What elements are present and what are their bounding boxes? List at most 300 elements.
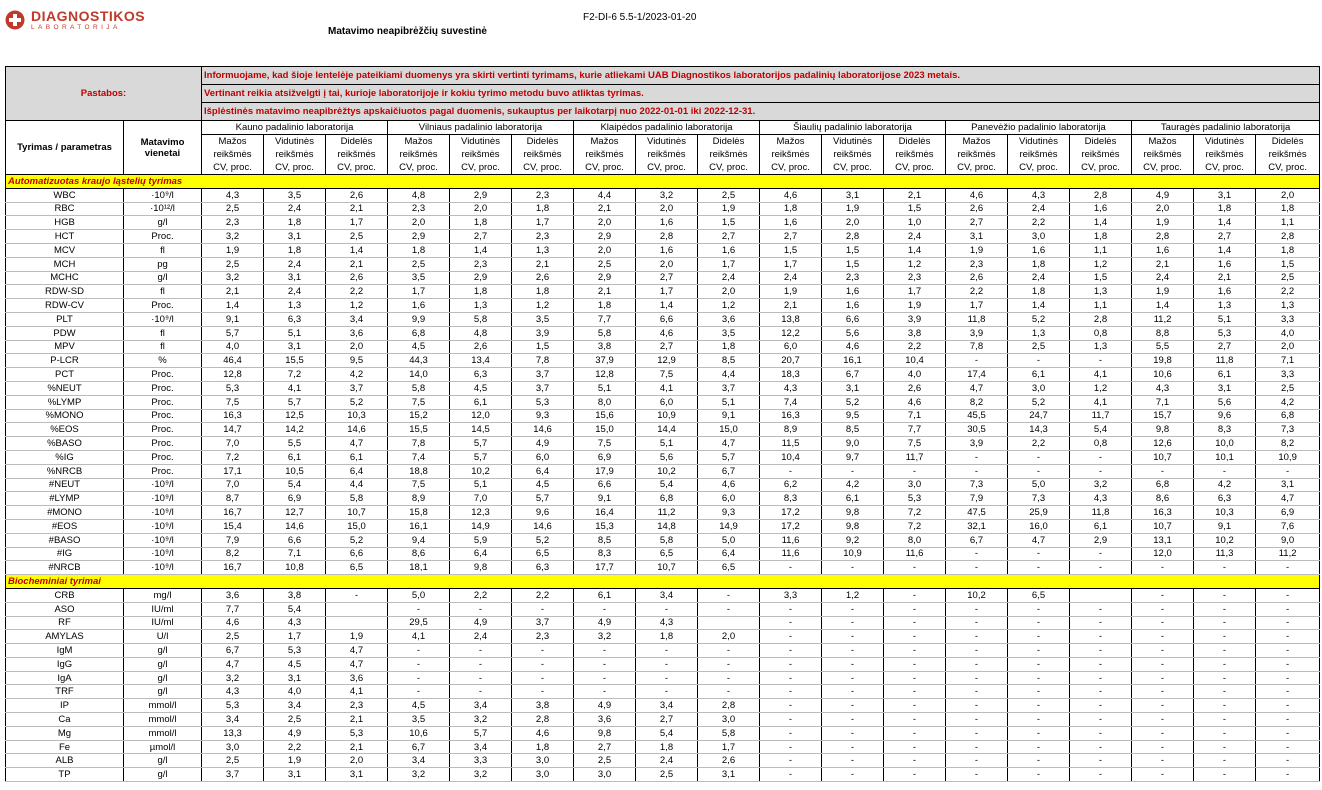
cv-value: 3,2 bbox=[1070, 478, 1132, 492]
cv-value: 5,6 bbox=[822, 326, 884, 340]
test-name: IgG bbox=[6, 657, 124, 671]
table-row bbox=[6, 740, 1320, 754]
cv-value: 3,2 bbox=[202, 671, 264, 685]
cv-value: - bbox=[574, 644, 636, 658]
cv-value: 2,3 bbox=[884, 271, 946, 285]
unit: Proc. bbox=[124, 395, 202, 409]
cv-value: 6,5 bbox=[698, 561, 760, 575]
cv-value: 1,7 bbox=[512, 216, 574, 230]
cv-value: 4,2 bbox=[822, 478, 884, 492]
cv-value: - bbox=[884, 726, 946, 740]
cv-value: - bbox=[1008, 602, 1070, 616]
cv-value: - bbox=[822, 699, 884, 713]
table-row bbox=[6, 644, 1320, 658]
cv-value: - bbox=[636, 685, 698, 699]
cv-value: 2,7 bbox=[1194, 340, 1256, 354]
cv-value: 5,6 bbox=[636, 450, 698, 464]
lab-header: Šiaulių padalinio laboratorija bbox=[760, 121, 946, 135]
cv-value: 7,4 bbox=[388, 450, 450, 464]
cv-value: - bbox=[946, 644, 1008, 658]
cv-value: - bbox=[1008, 450, 1070, 464]
cv-value: 7,3 bbox=[1008, 492, 1070, 506]
cv-value: 15,0 bbox=[326, 519, 388, 533]
table-row bbox=[6, 602, 1320, 616]
cv-value: - bbox=[574, 602, 636, 616]
cv-value: 4,4 bbox=[326, 478, 388, 492]
cv-label: CV, proc. bbox=[1070, 161, 1132, 175]
cv-value: 1,2 bbox=[884, 257, 946, 271]
cv-value: 2,0 bbox=[698, 630, 760, 644]
values-label: reikšmės bbox=[574, 148, 636, 161]
cv-value: - bbox=[760, 561, 822, 575]
cv-label: CV, proc. bbox=[264, 161, 326, 175]
cv-value: 11,8 bbox=[946, 312, 1008, 326]
cv-value: 2,2 bbox=[450, 588, 512, 602]
cv-value: - bbox=[760, 740, 822, 754]
value-range-header: Mažos bbox=[388, 135, 450, 149]
cv-value: 5,3 bbox=[326, 726, 388, 740]
cv-value: 5,0 bbox=[1008, 478, 1070, 492]
cv-value: 3,4 bbox=[326, 312, 388, 326]
cv-value: 13,8 bbox=[760, 312, 822, 326]
cv-value: 2,7 bbox=[636, 713, 698, 727]
cv-value: 2,4 bbox=[264, 285, 326, 299]
unit: IU/ml bbox=[124, 616, 202, 630]
cv-value: - bbox=[1008, 685, 1070, 699]
cv-value: 6,0 bbox=[760, 340, 822, 354]
cv-value: 3,4 bbox=[636, 588, 698, 602]
cv-value: 5,1 bbox=[574, 381, 636, 395]
cv-value: 8,3 bbox=[574, 547, 636, 561]
cv-label: CV, proc. bbox=[450, 161, 512, 175]
values-label: reikšmės bbox=[946, 148, 1008, 161]
unit: IU/ml bbox=[124, 602, 202, 616]
cv-value: 1,5 bbox=[698, 216, 760, 230]
cv-value: - bbox=[1008, 561, 1070, 575]
cv-value: 8,0 bbox=[574, 395, 636, 409]
cv-value: - bbox=[698, 657, 760, 671]
cv-value: 7,2 bbox=[264, 368, 326, 382]
cv-value: 16,1 bbox=[388, 519, 450, 533]
cv-value: 14,5 bbox=[450, 423, 512, 437]
cv-value: 1,5 bbox=[822, 257, 884, 271]
cv-value: 1,4 bbox=[1132, 299, 1194, 313]
cv-value: 5,1 bbox=[1194, 312, 1256, 326]
test-name: #NEUT bbox=[6, 478, 124, 492]
cv-value: 9,6 bbox=[1194, 409, 1256, 423]
unit: pg bbox=[124, 257, 202, 271]
table-row bbox=[6, 685, 1320, 699]
unit: g/l bbox=[124, 644, 202, 658]
cv-value: 15,2 bbox=[388, 409, 450, 423]
lab-header: Tauragės padalinio laboratorija bbox=[1132, 121, 1320, 135]
cv-value: 24,7 bbox=[1008, 409, 1070, 423]
cv-value: - bbox=[884, 602, 946, 616]
cv-value: 5,1 bbox=[450, 478, 512, 492]
cv-value: - bbox=[760, 713, 822, 727]
cv-value: 6,6 bbox=[326, 547, 388, 561]
cv-value: 3,1 bbox=[264, 230, 326, 244]
cv-value: 7,5 bbox=[202, 395, 264, 409]
cv-label: CV, proc. bbox=[512, 161, 574, 175]
cv-value: - bbox=[512, 602, 574, 616]
cv-value: 1,2 bbox=[326, 299, 388, 313]
cv-value: 7,0 bbox=[202, 437, 264, 451]
cv-value: 4,1 bbox=[388, 630, 450, 644]
cv-value: 2,1 bbox=[884, 188, 946, 202]
cv-value: 7,7 bbox=[884, 423, 946, 437]
cv-value: - bbox=[946, 768, 1008, 782]
cv-value: - bbox=[450, 657, 512, 671]
cv-value: 2,8 bbox=[1070, 312, 1132, 326]
cv-value: 1,2 bbox=[822, 588, 884, 602]
cv-value: 7,0 bbox=[202, 478, 264, 492]
unit: Proc. bbox=[124, 230, 202, 244]
test-name: %BASO bbox=[6, 437, 124, 451]
cv-value: 1,8 bbox=[450, 285, 512, 299]
table-row bbox=[6, 230, 1320, 244]
cv-value: 14,6 bbox=[512, 423, 574, 437]
cv-value: 10,8 bbox=[264, 561, 326, 575]
cv-value: 11,6 bbox=[760, 533, 822, 547]
cv-value: - bbox=[1008, 616, 1070, 630]
cv-value: - bbox=[884, 740, 946, 754]
cv-value: 5,9 bbox=[450, 533, 512, 547]
cv-value: 2,4 bbox=[264, 257, 326, 271]
cv-value: 2,4 bbox=[1008, 271, 1070, 285]
cv-value: 2,4 bbox=[264, 202, 326, 216]
cv-value: 6,1 bbox=[1070, 519, 1132, 533]
cv-value: 2,0 bbox=[1132, 202, 1194, 216]
cv-value: 7,8 bbox=[512, 354, 574, 368]
cv-value: - bbox=[1070, 685, 1132, 699]
cv-value: 12,0 bbox=[1132, 547, 1194, 561]
cv-value: - bbox=[822, 713, 884, 727]
cv-value: 2,1 bbox=[202, 285, 264, 299]
cv-value: 6,7 bbox=[698, 464, 760, 478]
cv-value: 11,6 bbox=[760, 547, 822, 561]
cv-value: 7,0 bbox=[450, 492, 512, 506]
cv-value: 1,7 bbox=[698, 257, 760, 271]
table-row bbox=[6, 547, 1320, 561]
cv-value: - bbox=[1194, 699, 1256, 713]
cv-value: 1,9 bbox=[884, 299, 946, 313]
cv-value: 4,6 bbox=[512, 726, 574, 740]
values-label: reikšmės bbox=[1256, 148, 1320, 161]
unit: Proc. bbox=[124, 299, 202, 313]
cv-value: 29,5 bbox=[388, 616, 450, 630]
table-row bbox=[6, 216, 1320, 230]
cv-value: - bbox=[1256, 602, 1320, 616]
cv-value: - bbox=[760, 754, 822, 768]
cv-value: 1,4 bbox=[1008, 299, 1070, 313]
cv-value: 8,9 bbox=[388, 492, 450, 506]
cv-value: 4,7 bbox=[326, 657, 388, 671]
table-row bbox=[6, 423, 1320, 437]
cv-value: - bbox=[822, 726, 884, 740]
cv-value: - bbox=[946, 602, 1008, 616]
unit: g/l bbox=[124, 768, 202, 782]
cv-value: - bbox=[1256, 630, 1320, 644]
unit: fl bbox=[124, 326, 202, 340]
cv-value: 1,8 bbox=[1256, 243, 1320, 257]
cv-value: 1,7 bbox=[698, 740, 760, 754]
values-label: reikšmės bbox=[264, 148, 326, 161]
cv-value: 6,5 bbox=[636, 547, 698, 561]
cv-value: - bbox=[512, 657, 574, 671]
table-row bbox=[6, 588, 1320, 602]
cv-value: - bbox=[698, 671, 760, 685]
cv-value: 2,3 bbox=[388, 202, 450, 216]
cv-value: 4,5 bbox=[388, 340, 450, 354]
cv-value: 16,7 bbox=[202, 506, 264, 520]
cv-value: 9,0 bbox=[822, 437, 884, 451]
cv-value: 1,4 bbox=[202, 299, 264, 313]
cv-value: 12,7 bbox=[264, 506, 326, 520]
cv-value: 2,0 bbox=[450, 202, 512, 216]
cv-value: 2,0 bbox=[574, 243, 636, 257]
cv-value: 1,8 bbox=[636, 740, 698, 754]
cv-value: 4,3 bbox=[1132, 381, 1194, 395]
cv-value: 3,2 bbox=[202, 230, 264, 244]
cv-label: CV, proc. bbox=[884, 161, 946, 175]
unit: ·10¹²/l bbox=[124, 202, 202, 216]
values-label: reikšmės bbox=[1008, 148, 1070, 161]
unit: µmol/l bbox=[124, 740, 202, 754]
cv-value: 2,2 bbox=[1008, 216, 1070, 230]
cv-value: 1,9 bbox=[1132, 216, 1194, 230]
cv-value: 9,1 bbox=[202, 312, 264, 326]
cv-value: 2,0 bbox=[326, 340, 388, 354]
cv-value: 14,3 bbox=[1008, 423, 1070, 437]
cv-value: 2,9 bbox=[574, 271, 636, 285]
cv-value: 5,1 bbox=[698, 395, 760, 409]
cv-value: - bbox=[884, 616, 946, 630]
values-label: reikšmės bbox=[326, 148, 388, 161]
cv-value: 4,6 bbox=[946, 188, 1008, 202]
cv-value: 30,5 bbox=[946, 423, 1008, 437]
cv-value: 3,2 bbox=[636, 188, 698, 202]
test-name: %IG bbox=[6, 450, 124, 464]
cv-value: - bbox=[946, 754, 1008, 768]
cv-value: - bbox=[450, 671, 512, 685]
value-range-header: Vidutinės bbox=[1008, 135, 1070, 149]
cv-value: - bbox=[946, 657, 1008, 671]
value-range-header: Vidutinės bbox=[636, 135, 698, 149]
cv-value: 6,3 bbox=[512, 561, 574, 575]
cv-value: 2,5 bbox=[1256, 381, 1320, 395]
cv-value: - bbox=[760, 657, 822, 671]
cv-value: - bbox=[636, 671, 698, 685]
test-name: Fe bbox=[6, 740, 124, 754]
logo-sub-text: LABORATORIJA bbox=[31, 24, 121, 31]
unit: g/l bbox=[124, 685, 202, 699]
note-line: Informuojame, kad šioje lentelėje pateikiami duomenys yra skirti vertinti tyrimams, kurie atliekami UAB Diagnostikos laboratorijos padalinių laboratorijose 2023 metais. bbox=[202, 67, 1320, 85]
table-row bbox=[6, 464, 1320, 478]
cv-value: 14,6 bbox=[326, 423, 388, 437]
cv-value: 5,2 bbox=[326, 395, 388, 409]
test-name: MCV bbox=[6, 243, 124, 257]
cv-value: 3,2 bbox=[574, 630, 636, 644]
cv-value: - bbox=[1256, 768, 1320, 782]
cv-value: 0,8 bbox=[1070, 437, 1132, 451]
cv-value: 3,9 bbox=[946, 437, 1008, 451]
cv-value: 2,5 bbox=[1256, 271, 1320, 285]
test-name: TP bbox=[6, 768, 124, 782]
cv-value: - bbox=[1008, 671, 1070, 685]
table-row bbox=[6, 726, 1320, 740]
cv-value: 1,6 bbox=[1194, 285, 1256, 299]
cv-value: - bbox=[760, 644, 822, 658]
note-line: Vertinant reikia atsižvelgti į tai, kurioje laboratorijoje ir kokiu tyrimo metodu buvo atliktas tyrimas. bbox=[202, 85, 1320, 103]
value-range-header: Vidutinės bbox=[1194, 135, 1256, 149]
test-name: IgM bbox=[6, 644, 124, 658]
values-label: reikšmės bbox=[202, 148, 264, 161]
cv-value: 2,5 bbox=[574, 754, 636, 768]
cv-value: 3,3 bbox=[1256, 368, 1320, 382]
cv-value: - bbox=[1008, 713, 1070, 727]
value-range-header: Didelės bbox=[698, 135, 760, 149]
cv-value: 18,3 bbox=[760, 368, 822, 382]
cv-value: 1,4 bbox=[636, 299, 698, 313]
values-label: reikšmės bbox=[636, 148, 698, 161]
cv-value: 4,1 bbox=[1070, 395, 1132, 409]
cv-value: 2,5 bbox=[698, 188, 760, 202]
cv-value: 10,7 bbox=[326, 506, 388, 520]
cv-value: 5,3 bbox=[884, 492, 946, 506]
cv-value: 10,9 bbox=[636, 409, 698, 423]
cv-value: 1,8 bbox=[760, 202, 822, 216]
cv-value: - bbox=[1194, 754, 1256, 768]
unit: g/l bbox=[124, 754, 202, 768]
cv-value: 2,3 bbox=[512, 630, 574, 644]
cv-value: 2,4 bbox=[760, 271, 822, 285]
value-range-header: Mažos bbox=[946, 135, 1008, 149]
cv-value: 3,4 bbox=[388, 754, 450, 768]
cv-value: - bbox=[1008, 547, 1070, 561]
table-row bbox=[6, 699, 1320, 713]
table-row bbox=[6, 299, 1320, 313]
cv-value: - bbox=[884, 588, 946, 602]
cv-value: - bbox=[1132, 644, 1194, 658]
cv-value: 4,5 bbox=[512, 478, 574, 492]
cv-value: - bbox=[1132, 726, 1194, 740]
cv-value: 4,9 bbox=[574, 616, 636, 630]
cv-value: - bbox=[760, 768, 822, 782]
cv-value: 2,7 bbox=[636, 340, 698, 354]
cv-value: 3,2 bbox=[388, 768, 450, 782]
table-row bbox=[6, 630, 1320, 644]
cv-value: 10,2 bbox=[946, 588, 1008, 602]
cv-value: - bbox=[1008, 754, 1070, 768]
unit: mmol/l bbox=[124, 726, 202, 740]
cv-value: - bbox=[946, 713, 1008, 727]
cv-value: - bbox=[1194, 561, 1256, 575]
table-row bbox=[6, 368, 1320, 382]
cv-value: 1,4 bbox=[1070, 216, 1132, 230]
cv-value: - bbox=[450, 644, 512, 658]
cv-value: - bbox=[1070, 726, 1132, 740]
cv-value: 6,6 bbox=[822, 312, 884, 326]
cv-value: 19,8 bbox=[1132, 354, 1194, 368]
cv-value: 3,4 bbox=[450, 699, 512, 713]
cv-value: 8,6 bbox=[1132, 492, 1194, 506]
cv-value: - bbox=[388, 644, 450, 658]
cv-value: 4,3 bbox=[264, 616, 326, 630]
cross-logo-icon bbox=[5, 10, 25, 30]
unit: Proc. bbox=[124, 464, 202, 478]
cv-value: 2,1 bbox=[326, 202, 388, 216]
cv-value: - bbox=[1132, 561, 1194, 575]
cv-value: 3,1 bbox=[1194, 381, 1256, 395]
cv-value: 1,2 bbox=[512, 299, 574, 313]
test-name: PLT bbox=[6, 312, 124, 326]
test-name: %NEUT bbox=[6, 381, 124, 395]
table-row bbox=[6, 188, 1320, 202]
cv-value: 3,7 bbox=[512, 368, 574, 382]
cv-value: 16,7 bbox=[202, 561, 264, 575]
cv-value: - bbox=[884, 713, 946, 727]
cv-value: 7,2 bbox=[202, 450, 264, 464]
cv-value: 6,1 bbox=[1194, 368, 1256, 382]
cv-value: 3,1 bbox=[264, 271, 326, 285]
values-label: reikšmės bbox=[760, 148, 822, 161]
table-row bbox=[6, 450, 1320, 464]
cv-label: CV, proc. bbox=[1008, 161, 1070, 175]
cv-value: - bbox=[884, 699, 946, 713]
cv-value: 18,8 bbox=[388, 464, 450, 478]
cv-value: 3,7 bbox=[698, 381, 760, 395]
cv-value: - bbox=[1070, 464, 1132, 478]
cv-value: 2,3 bbox=[512, 230, 574, 244]
cv-value: - bbox=[1256, 657, 1320, 671]
cv-value: 3,1 bbox=[264, 340, 326, 354]
cv-value: 4,7 bbox=[202, 657, 264, 671]
cv-value: 2,3 bbox=[512, 188, 574, 202]
cv-label: CV, proc. bbox=[698, 161, 760, 175]
value-range-header: Mažos bbox=[574, 135, 636, 149]
cv-value bbox=[326, 602, 388, 616]
cv-value: 1,3 bbox=[1070, 285, 1132, 299]
cv-value: - bbox=[512, 671, 574, 685]
table-row bbox=[6, 561, 1320, 575]
test-name: RBC bbox=[6, 202, 124, 216]
cv-value: 11,8 bbox=[1194, 354, 1256, 368]
cv-value: - bbox=[760, 726, 822, 740]
unit: fl bbox=[124, 340, 202, 354]
cv-value: 2,1 bbox=[1132, 257, 1194, 271]
cv-value: 7,2 bbox=[884, 506, 946, 520]
cv-value: 4,6 bbox=[636, 326, 698, 340]
cv-value: 15,8 bbox=[388, 506, 450, 520]
test-name: P-LCR bbox=[6, 354, 124, 368]
cv-value: 6,1 bbox=[326, 450, 388, 464]
value-range-header: Didelės bbox=[1070, 135, 1132, 149]
cv-value: 2,0 bbox=[574, 216, 636, 230]
cv-value: 4,8 bbox=[388, 188, 450, 202]
cv-value: 1,3 bbox=[450, 299, 512, 313]
cv-value: 16,3 bbox=[202, 409, 264, 423]
cv-value: 8,2 bbox=[202, 547, 264, 561]
cv-value: 3,1 bbox=[326, 768, 388, 782]
cv-value: - bbox=[636, 657, 698, 671]
test-column-header: Tyrimas / parametras bbox=[6, 121, 124, 175]
cv-value: 6,8 bbox=[636, 492, 698, 506]
cv-value: - bbox=[1194, 588, 1256, 602]
cv-value: 4,1 bbox=[264, 381, 326, 395]
cv-value: 15,5 bbox=[264, 354, 326, 368]
cv-value: 2,2 bbox=[1256, 285, 1320, 299]
